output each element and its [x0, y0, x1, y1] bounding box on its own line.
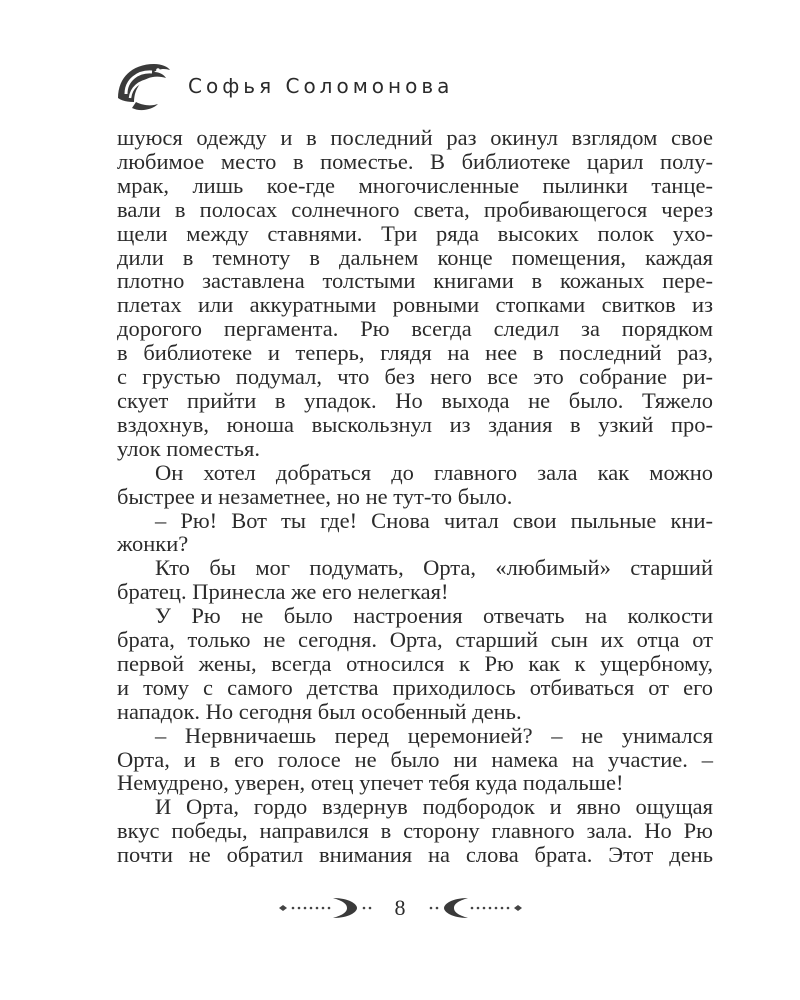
text-line: вали в полосах солнечного света, пробивающегося через [117, 196, 713, 222]
text-line: плотно заставлена толстыми книгами в кожаных пере- [117, 268, 713, 294]
text-line: улок поместья. [117, 435, 260, 461]
text-line: в библиотеке и теперь, глядя на нее в последний раз, [117, 340, 713, 366]
text-line: щели между ставнями. Три ряда высоких полок ухо- [117, 220, 713, 246]
text-line: шуюся одежду и в последний раз окинул взглядом свое [117, 125, 713, 150]
text-line: мрак, лишь кое-где многочисленные пылинки танце- [117, 172, 713, 198]
left-crescent-ornament-icon [277, 893, 377, 923]
right-crescent-ornament-icon [424, 893, 524, 923]
text-line: первой жены, всегда относился к Рю как к ущербному, [117, 650, 713, 676]
text-line: быстрее и незаметнее, но не тут-то было. [117, 483, 513, 509]
text-line: брата, только не сегодня. Орта, старший сын их отца от [117, 627, 713, 653]
page-number: 8 [394, 895, 406, 920]
text-line: дили в темноту в дальнем конце помещения, каждая [117, 244, 713, 270]
text-line: У Рю не было настроения отвечать на колкости [155, 603, 713, 629]
text-line: дорогого пергамента. Рю всегда следил за порядком [117, 316, 713, 342]
text-line: почти не обратил внимания на слова брата. Этот день [117, 842, 713, 868]
text-line: любимое место в поместье. В библиотеке царил полу- [117, 148, 713, 174]
eagle-head-logo-icon [112, 58, 172, 114]
text-line: и тому с самого детства приходилось отбиваться от его [117, 674, 713, 700]
text-line: – Рю! Вот ты где! Снова читал свои пыльные кни- [155, 507, 713, 533]
text-line: жонки? [117, 531, 189, 557]
text-line: И Орта, гордо вздернув подбородок и явно ощущая [155, 794, 713, 820]
text-line: Орта, и в его голосе не было ни намека на участие. – [117, 746, 713, 772]
text-line: – Нервничаешь перед церемонией? – не унимался [155, 722, 713, 748]
text-line: Кто бы мог подумать, Орта, «любимый» старший [155, 555, 713, 581]
text-line: Немудрено, уверен, отец упечет тебя куда подальше! [117, 770, 624, 796]
text-line: с грустью подумал, что без него все это собрание ри- [117, 364, 713, 390]
text-line: плетах или аккуратными ровными стопками свитков из [117, 292, 713, 318]
text-line: Он хотел добраться до главного зала как можно [155, 459, 713, 485]
author-name: Софья Соломонова [188, 74, 454, 98]
text-line: братец. Принесла же его нелегкая! [117, 579, 449, 605]
page-header [112, 58, 453, 114]
text-line: скует прийти в упадок. Но выхода не было. Тяжело [117, 387, 713, 413]
text-line: вкус победы, направился в сторону главного зала. Но Рю [117, 818, 713, 844]
body-text [117, 126, 713, 867]
text-line: вздохнув, юноша выскользнул из здания в узкий про- [117, 411, 713, 437]
text-line: нападок. Но сегодня был особенный день. [117, 698, 522, 724]
page-footer [0, 893, 800, 923]
